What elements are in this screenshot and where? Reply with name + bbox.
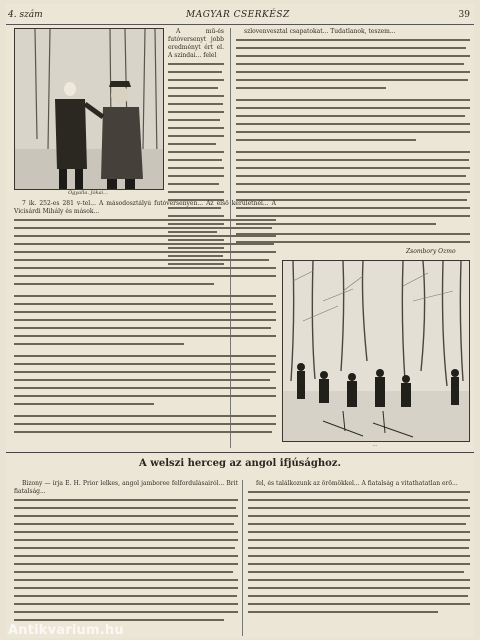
- section-rule: [6, 452, 474, 453]
- magazine-title: MAGYAR CSERKÉSZ: [186, 10, 290, 20]
- text-block: Bizony — írja E. H. Prior lelkes, angol jamboree felfordulásairól... Brit fiatalság...: [14, 480, 238, 495]
- watermark-logo: Antikvarium.hu: [8, 623, 124, 638]
- text-block: szlovenvesztal csapatokat... Tudatlanok, teszem...: [244, 28, 396, 35]
- photo1-caption: Ógyalla. Jókai...: [68, 190, 108, 196]
- photo-two-men: [14, 28, 164, 190]
- text-block: A mű-és futóversenyt jobb eredményt ért el. A szindai... felel: [168, 28, 224, 59]
- page-header: [6, 4, 474, 25]
- article-headline: A welszi herceg az angol ifjúsághoz.: [139, 458, 341, 469]
- page-number: 39: [458, 10, 470, 20]
- article-column-right: [248, 480, 470, 630]
- issue-number: 4. szám: [8, 10, 43, 20]
- text-block: 7 ik. 252-es 281 v-tel... A másodosztályú futóversenyen... Az első kerületnél... A Vicisárdi Mihály és mások...: [14, 200, 276, 215]
- photo-skiers-forest: [282, 260, 470, 442]
- photo2-caption: ...: [372, 442, 378, 448]
- text-lines-placeholder: [14, 217, 276, 446]
- column-left-body: [14, 200, 276, 446]
- magazine-page: [6, 4, 474, 638]
- text-lines-placeholder: [248, 489, 470, 629]
- article-column-left: [14, 480, 238, 630]
- text-lines-placeholder: [14, 497, 238, 630]
- article-column-divider: [242, 480, 243, 636]
- signature: Zsombory Ozmo: [406, 248, 456, 255]
- text-block: fel, és találkozunk az örömökkel... A fiatalság a vitathatatlan erő...: [256, 480, 458, 487]
